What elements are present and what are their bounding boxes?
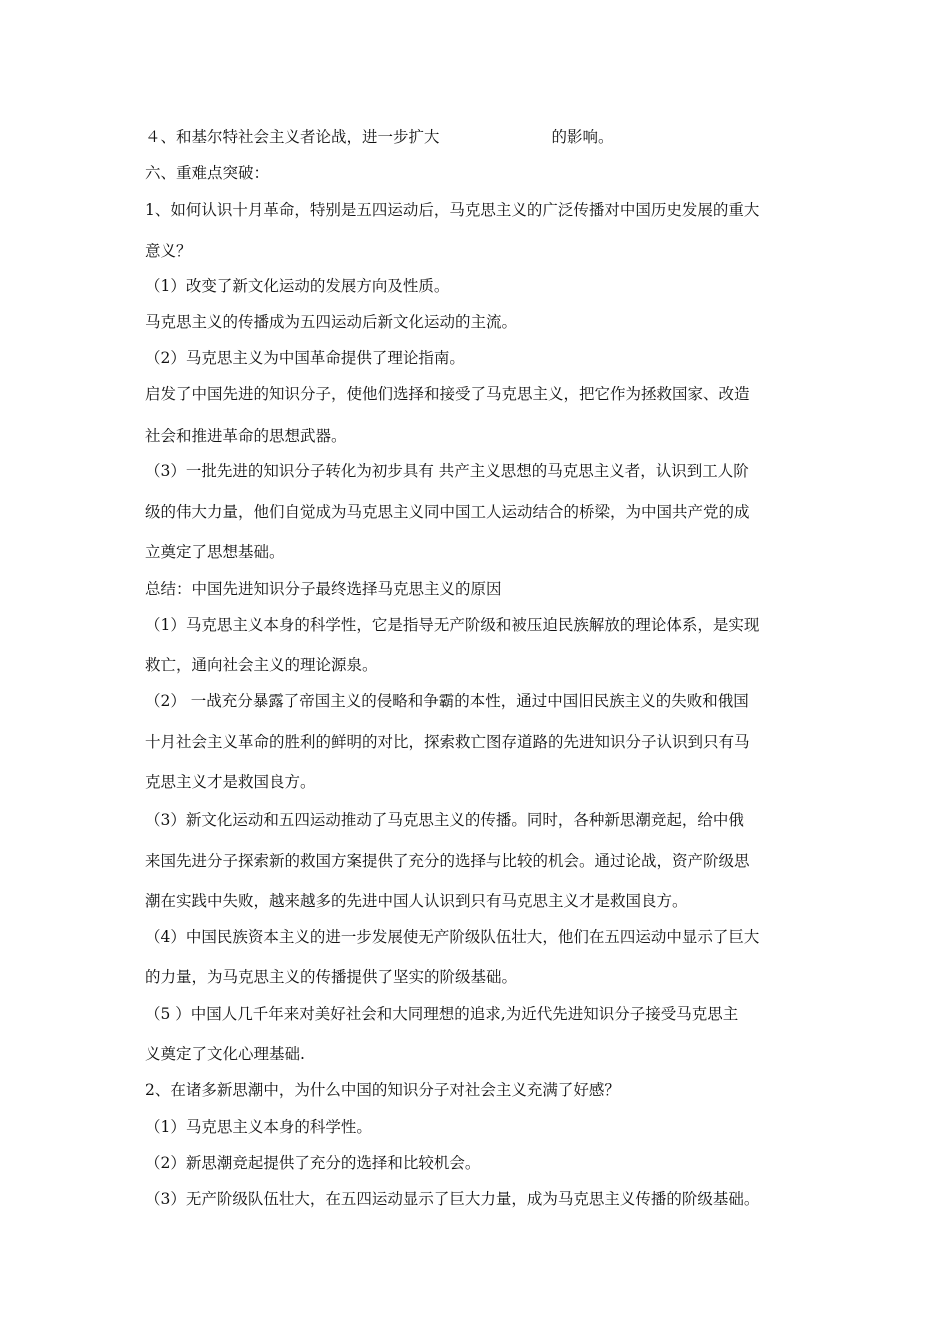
text-line: （1）马克思主义本身的科学性。 [145, 1118, 372, 1136]
text-line: 克思主义才是救国良方。 [145, 773, 316, 791]
text-line: （3）一批先进的知识分子转化为初步具有 共产主义思想的马克思主义者，认识到工人阶 [145, 462, 749, 480]
text-line: 潮在实践中失败，越来越多的先进中国人认识到只有马克思主义才是救国良方。 [145, 892, 688, 910]
text-line: （2） 一战充分暴露了帝国主义的侵略和争霸的本性，通过中国旧民族主义的失败和俄国 [145, 692, 749, 710]
section-heading: 六、重难点突破： [145, 164, 270, 182]
text-line: 社会和推进革命的思想武器。 [145, 427, 347, 445]
text-line: （1）马克思主义本身的科学性，它是指导无产阶级和被压迫民族解放的理论体系，是实现 [145, 616, 760, 634]
question-2: 2、在诸多新思潮中，为什么中国的知识分子对社会主义充满了好感？ [145, 1081, 620, 1099]
text-line: 救亡，通向社会主义的理论源泉。 [145, 656, 378, 674]
text-line: （2）马克思主义为中国革命提供了理论指南。 [145, 349, 465, 367]
text-line: （3）新文化运动和五四运动推动了马克思主义的传播。同时，各种新思潮竞起，给中俄 [145, 811, 744, 829]
line-1-start: ４、和基尔特社会主义者论战，进一步扩大 [145, 128, 440, 146]
text-line: （5 ）中国人几千年来对美好社会和大同理想的追求,为近代先进知识分子接受马克思主 [145, 1005, 739, 1023]
text-line: （1）改变了新文化运动的发展方向及性质。 [145, 277, 450, 295]
text-line: 义奠定了文化心理基础. [145, 1045, 305, 1063]
text-line: 级的伟大力量，他们自觉成为马克思主义同中国工人运动结合的桥梁，为中国共产党的成 [145, 503, 750, 521]
summary-heading: 总结：中国先进知识分子最终选择马克思主义的原因 [145, 580, 502, 598]
text-line: 启发了中国先进的知识分子，使他们选择和接受了马克思主义，把它作为拯救国家、改造 [145, 385, 750, 403]
line-1-end: 的影响。 [551, 128, 614, 146]
text-line [145, 127, 825, 147]
text-line: 的力量，为马克思主义的传播提供了坚实的阶级基础。 [145, 968, 518, 986]
text-line: 十月社会主义革命的胜利的鲜明的对比，探索救亡图存道路的先进知识分子认识到只有马 [145, 733, 750, 751]
text-line: 意义？ [145, 242, 192, 260]
text-line: 立奠定了思想基础。 [145, 543, 285, 561]
text-line: （4）中国民族资本主义的进一步发展使无产阶级队伍壮大，他们在五四运动中显示了巨大 [145, 928, 760, 946]
text-line: （3）无产阶级队伍壮大，在五四运动显示了巨大力量，成为马克思主义传播的阶级基础。 [145, 1190, 760, 1208]
text-line: 马克思主义的传播成为五四运动后新文化运动的主流。 [145, 313, 518, 331]
question-1: 1、如何认识十月革命，特别是五四运动后，马克思主义的广泛传播对中国历史发展的重大 [145, 201, 760, 219]
text-line: （2）新思潮竞起提供了充分的选择和比较机会。 [145, 1154, 481, 1172]
text-line: 来国先进分子探索新的救国方案提供了充分的选择与比较的机会。通过论战，资产阶级思 [145, 852, 750, 870]
